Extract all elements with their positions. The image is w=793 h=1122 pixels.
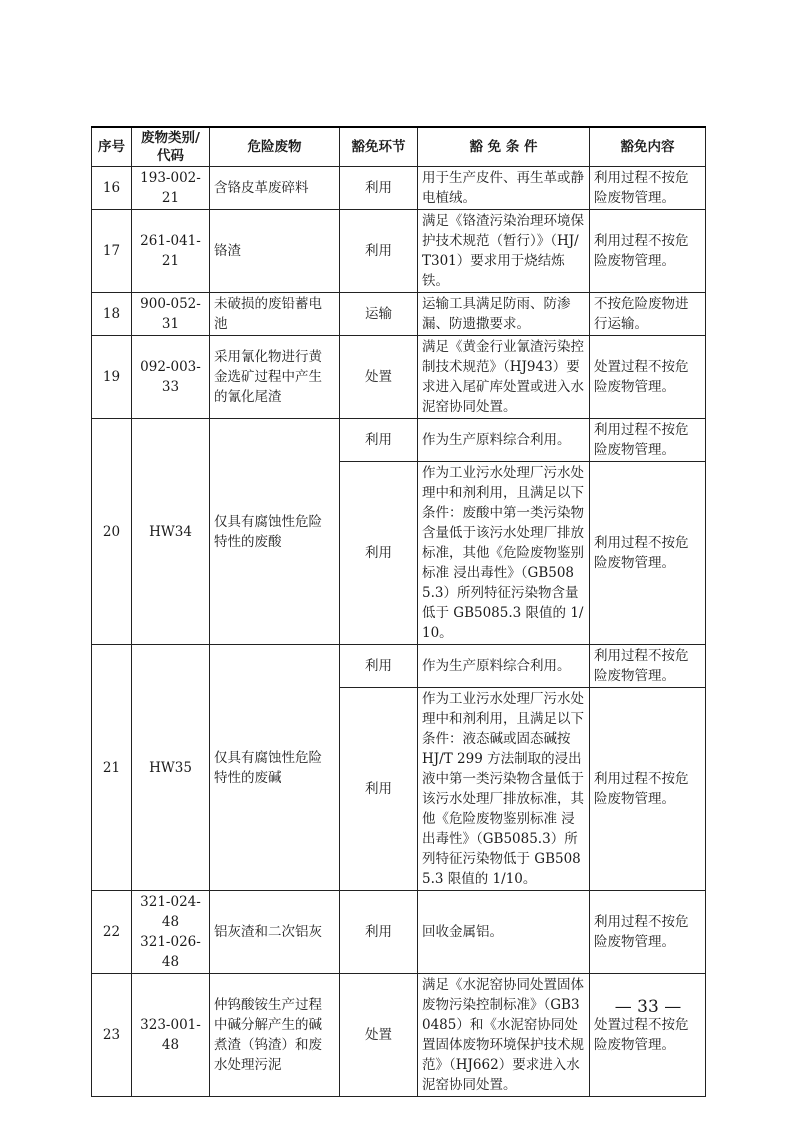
row-content: 利用过程不按危险废物管理。 [590, 419, 706, 462]
row-code: 323-001-48 [132, 974, 210, 1097]
row-waste: 采用氰化物进行黄金选矿过程中产生的氰化尾渣 [210, 336, 340, 419]
row-condition: 作为生产原料综合利用。 [418, 419, 590, 462]
row-no: 16 [92, 167, 132, 210]
row-no: 18 [92, 293, 132, 336]
row-condition: 作为工业污水处理厂污水处理中和剂利用，且满足以下条件：废酸中第一类污染物含量低于该污水处理厂排放标准，其他《危险废物鉴别标准 浸出毒性》（GB5085.3）所列特征污染物含量低于 GB5085.3 限值的 1/10。 [418, 462, 590, 645]
table-row [92, 419, 706, 462]
header-stage: 豁免环节 [340, 127, 418, 167]
table-row [92, 336, 706, 419]
row-stage: 处置 [340, 974, 418, 1097]
row-condition: 运输工具满足防雨、防渗漏、防遗撒要求。 [418, 293, 590, 336]
row-condition: 回收金属铝。 [418, 891, 590, 974]
header-no: 序号 [92, 127, 132, 167]
row-code: 092-003-33 [132, 336, 210, 419]
row-condition: 作为工业污水处理厂污水处理中和剂利用，且满足以下条件：液态碱或固态碱按 HJ/T 299 方法制取的浸出液中第一类污染物含量低于该污水处理厂排放标准，其他《危险废物鉴别标准 浸出毒性》（GB5085.3）所列特征污染物低于 GB5085.3 限值的 1/10。 [418, 688, 590, 891]
row-content: 利用过程不按危险废物管理。 [590, 891, 706, 974]
row-content: 利用过程不按危险废物管理。 [590, 462, 706, 645]
table-header-row [92, 127, 706, 167]
row-waste: 仅具有腐蚀性危险特性的废碱 [210, 645, 340, 891]
row-no: 22 [92, 891, 132, 974]
row-stage: 利用 [340, 210, 418, 293]
header-content: 豁免内容 [590, 127, 706, 167]
row-condition: 满足《黄金行业氰渣污染控制技术规范》（HJ943）要求进入尾矿库处置或进入水泥窑协同处置。 [418, 336, 590, 419]
row-no: 20 [92, 419, 132, 645]
row-no: 17 [92, 210, 132, 293]
row-content: 利用过程不按危险废物管理。 [590, 210, 706, 293]
row-stage: 利用 [340, 167, 418, 210]
exemption-table [91, 126, 706, 1097]
row-code-cell [132, 891, 210, 974]
row-waste: 铝灰渣和二次铝灰 [210, 891, 340, 974]
row-stage: 利用 [340, 462, 418, 645]
table-row [92, 293, 706, 336]
row-condition: 满足《水泥窑协同处置固体废物污染控制标准》（GB30485）和《水泥窑协同处置固体废物环境保护技术规范》（HJ662）要求进入水泥窑协同处置。 [418, 974, 590, 1097]
row-content: 利用过程不按危险废物管理。 [590, 645, 706, 688]
header-waste: 危险废物 [210, 127, 340, 167]
row-code: HW34 [132, 419, 210, 645]
row-content: 利用过程不按危险废物管理。 [590, 688, 706, 891]
row-condition: 满足《铬渣污染治理环境保护技术规范（暂行）》（HJ/T301）要求用于烧结炼铁。 [418, 210, 590, 293]
row-stage: 运输 [340, 293, 418, 336]
row-code: HW35 [132, 645, 210, 891]
row-stage: 利用 [340, 645, 418, 688]
row-waste: 仅具有腐蚀性危险特性的废酸 [210, 419, 340, 645]
header-condition: 豁 免 条 件 [418, 127, 590, 167]
row-waste: 未破损的废铅蓄电池 [210, 293, 340, 336]
table-row [92, 891, 706, 974]
table-row [92, 974, 706, 1097]
row-condition: 用于生产皮件、再生革或静电植绒。 [418, 167, 590, 210]
row-content: 处置过程不按危险废物管理。 [590, 974, 706, 1097]
row-no: 19 [92, 336, 132, 419]
row-stage: 利用 [340, 688, 418, 891]
table-row [92, 210, 706, 293]
row-stage: 处置 [340, 336, 418, 419]
table-row [92, 645, 706, 688]
row-waste: 仲钨酸铵生产过程中碱分解产生的碱煮渣（钨渣）和废水处理污泥 [210, 974, 340, 1097]
row-waste: 铬渣 [210, 210, 340, 293]
row-stage: 利用 [340, 891, 418, 974]
header-category: 废物类别/代码 [132, 127, 210, 167]
page-number: — 33 — [614, 997, 682, 1017]
row-code: 900-052-31 [132, 293, 210, 336]
row-content: 处置过程不按危险废物管理。 [590, 336, 706, 419]
row-no: 21 [92, 645, 132, 891]
row-waste: 含铬皮革废碎料 [210, 167, 340, 210]
table-row [92, 167, 706, 210]
row-code-secondary: 321-026-48 [140, 934, 201, 970]
row-condition: 作为生产原料综合利用。 [418, 645, 590, 688]
row-code: 193-002-21 [132, 167, 210, 210]
row-content: 不按危险废物进行运输。 [590, 293, 706, 336]
row-content: 利用过程不按危险废物管理。 [590, 167, 706, 210]
row-stage: 利用 [340, 419, 418, 462]
row-code: 261-041-21 [132, 210, 210, 293]
row-code: 321-024-48 [140, 894, 201, 930]
row-no: 23 [92, 974, 132, 1097]
